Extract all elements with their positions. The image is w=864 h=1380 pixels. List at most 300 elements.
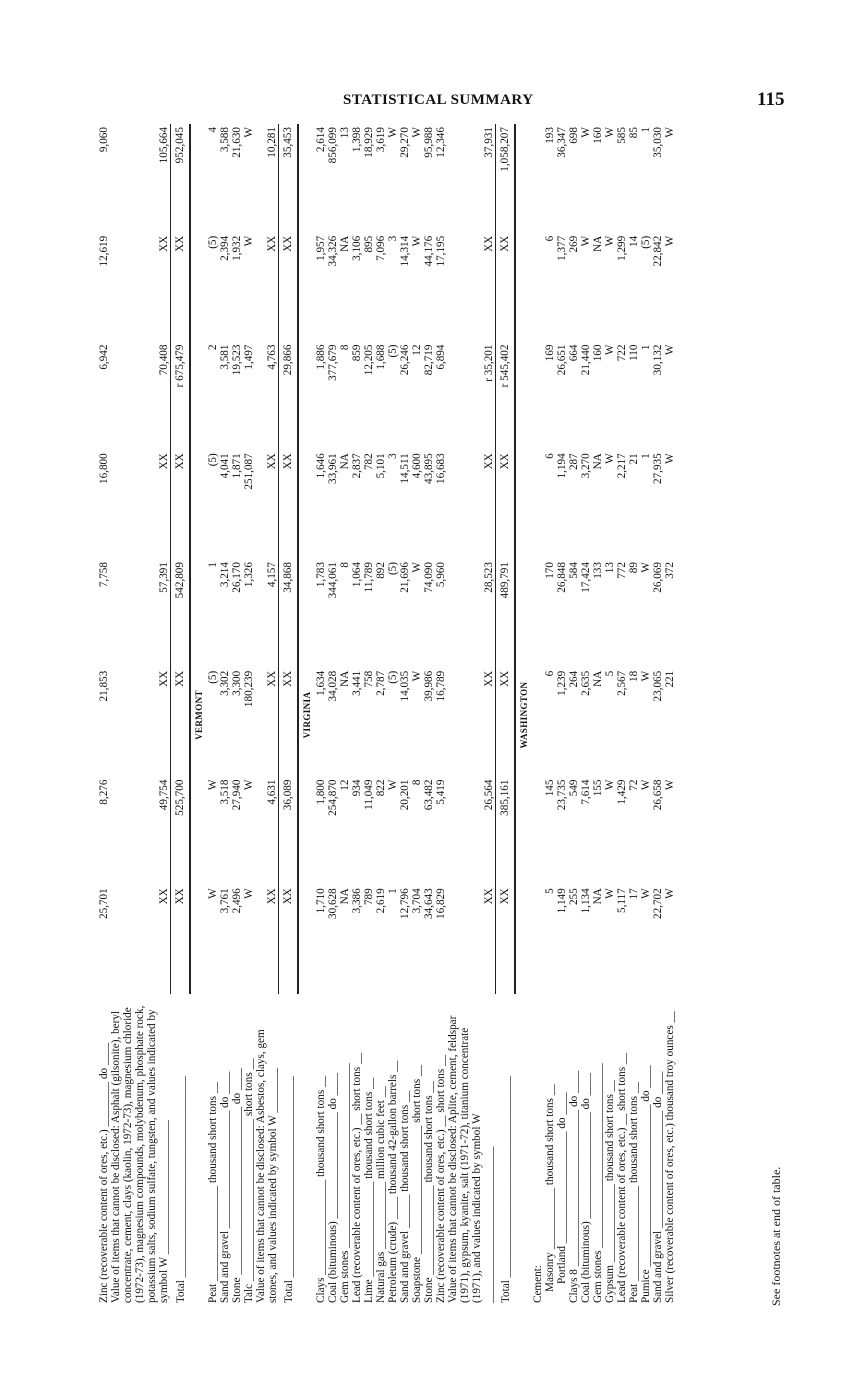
footnote: See footnotes at end of table. [769, 1166, 783, 1306]
cell-value: 489,791 [495, 559, 515, 668]
cell-value: 2,496 [230, 888, 243, 914]
total-row [495, 124, 515, 1306]
cell-value: 20,201 [399, 779, 411, 811]
table-row [375, 124, 387, 1306]
row-label: Lead (recoverable content of ores, etc.) __ short tons __ [351, 1052, 363, 1303]
cell-value: (5) [206, 670, 219, 684]
cell-value: W [411, 127, 423, 138]
cell-value: 3,581 [218, 344, 231, 370]
cell-value: 664 [567, 344, 580, 362]
cell-value: 1,398 [351, 127, 363, 153]
table-row [339, 124, 351, 1306]
cell-value: 16,683 [435, 453, 447, 485]
cell-value: 26,658 [651, 779, 664, 811]
cell-value: 1,058,207 [495, 124, 515, 233]
cell-value: 344,061 [327, 562, 339, 599]
cell-value: 4,157 [266, 562, 278, 588]
cell-value: 110 [627, 344, 640, 361]
cell-value: 193 [543, 127, 556, 144]
cell-value: 25,701 [98, 888, 110, 920]
cell-value [532, 668, 544, 777]
cell-value: W [603, 235, 616, 247]
cell-value: 254,870 [327, 779, 339, 816]
cell-value: XX [482, 888, 495, 905]
cell-value [532, 885, 544, 994]
cell-value: 6 [543, 235, 556, 242]
cell-value [532, 559, 544, 668]
cell-value: 1,429 [615, 779, 628, 805]
cell-value: 3,106 [351, 235, 363, 261]
section-name: WASHINGTON [518, 681, 529, 749]
row-label: Sand and gravel _____________________ do ____ [218, 1071, 231, 1303]
cell-value: XX [279, 668, 299, 777]
row-label: Total ____________________________________ [174, 1076, 187, 1303]
cell-value: 27,940 [230, 779, 243, 811]
cell-value: 63,482 [423, 779, 435, 811]
cell-value: 2,635 [579, 670, 592, 696]
cell-value: 1,783 [315, 562, 327, 588]
cell-value: 43,895 [423, 453, 435, 485]
cell-value: 9,060 [98, 127, 110, 153]
cell-value: W [603, 344, 616, 356]
cell-value: 19,523 [230, 344, 243, 376]
cell-value: 2 [206, 344, 219, 351]
cell-value: W [206, 779, 219, 791]
cell-value: W [603, 453, 616, 464]
table-row [98, 124, 110, 1306]
cell-value: 169 [543, 344, 556, 362]
cell-value: 17,195 [435, 235, 447, 267]
row-label: Sand and gravel _____________________ do ____ [651, 1071, 664, 1303]
cell-value: 1,497 [242, 344, 255, 370]
cell-value: XX [157, 888, 170, 905]
row-label: Gypsum ______________ thousand short tons __ [603, 1080, 616, 1303]
row-label: Cement: [531, 1265, 544, 1303]
cell-value: W [579, 235, 592, 247]
cell-value: W [663, 235, 676, 247]
table-row [628, 124, 640, 1306]
cell-value: 3,386 [351, 888, 363, 914]
cell-value: 170 [543, 562, 556, 579]
cell-value: W [242, 888, 255, 899]
cell-value: 892 [375, 562, 387, 579]
cell-value: 772 [615, 562, 628, 579]
row-label: Pumice _____________________________ do ____ [639, 1065, 652, 1303]
cell-value: (5) [639, 235, 652, 249]
cell-value: 105,664 [157, 127, 170, 164]
cell-value: 95,988 [423, 127, 435, 158]
cell-value: 26,246 [399, 344, 411, 376]
cell-value: 12,796 [399, 888, 411, 920]
cell-value: 1 [639, 127, 652, 133]
cell-value: 221 [663, 670, 676, 688]
cell-value: W [242, 127, 255, 138]
cell-value: 1 [639, 344, 652, 351]
cell-value: XX [157, 670, 170, 687]
cell-value: 1 [387, 888, 399, 894]
cell-value: 11,049 [363, 779, 375, 810]
cell-value: 49,754 [157, 779, 170, 811]
cell-value: 1,064 [351, 562, 363, 588]
cell-value: 5 [603, 670, 616, 677]
cell-value: XX [279, 885, 299, 994]
cell-value: r 675,479 [170, 342, 190, 451]
cell-value: 1,932 [230, 235, 243, 261]
row-label: Coal (bituminous) ___________________ do ____ [327, 1073, 339, 1303]
cell-value: 22,842 [651, 235, 664, 267]
row-label: Stone ______________________________ do ____ [230, 1067, 243, 1303]
cell-value: 6,942 [98, 344, 110, 370]
cell-value: 2,837 [351, 453, 363, 479]
table-row [243, 124, 255, 1306]
section-name: VIRGINIA [302, 691, 312, 739]
cell-value: 21,696 [399, 562, 411, 593]
cell-value: 5,101 [375, 453, 387, 479]
row-label: Value of items that cannot be disclosed: Asbestos, clays, gem stones, and values indicated by symbol W ________ [254, 1029, 279, 1303]
row-label: Total ____________________________________ [283, 1076, 295, 1303]
cell-value: 1,710 [315, 888, 327, 914]
cell-value: 377,679 [327, 344, 339, 381]
cell-value: 85 [627, 127, 640, 139]
cell-value: 584 [567, 562, 580, 579]
table-row [568, 124, 580, 1306]
cell-value: W [639, 888, 652, 899]
cell-value: W [387, 127, 399, 138]
table-row [544, 124, 556, 1306]
running-head [0, 89, 864, 122]
cell-value: W [639, 779, 652, 791]
cell-value: 35,453 [279, 124, 299, 233]
cell-value: W [411, 235, 423, 247]
cell-value: 585 [615, 127, 628, 144]
cell-value: W [206, 888, 219, 899]
table-row [556, 124, 568, 1306]
cell-value: (5) [206, 453, 219, 467]
cell-value: 12,619 [98, 235, 110, 267]
cell-value: 8 [339, 562, 351, 568]
cell-value: W [603, 127, 616, 138]
cell-value: 5 [543, 888, 556, 894]
row-label: Portland ____________________ do ____ [555, 1092, 568, 1284]
cell-value: NA [591, 888, 604, 905]
cell-value: 14,511 [399, 453, 411, 484]
cell-value: W [663, 888, 676, 899]
cell-value: 34,643 [423, 888, 435, 920]
cell-value: 36,089 [279, 777, 299, 886]
cell-value: 2,394 [218, 235, 231, 261]
cell-value: 3 [387, 453, 399, 459]
cell-value: 26,848 [555, 562, 568, 593]
cell-value: 1,634 [315, 670, 327, 696]
table-row [616, 124, 628, 1306]
cell-value: 39,986 [423, 670, 435, 702]
cell-value: 3,704 [411, 888, 423, 914]
cell-value: 1,299 [615, 235, 628, 261]
cell-value: NA [591, 670, 604, 687]
cell-value: 17,424 [579, 562, 592, 593]
table-body [98, 124, 676, 1306]
row-label: Masonry ___________ thousand short tons __ [543, 1084, 556, 1292]
cell-value: 1,871 [230, 453, 243, 479]
table-row [363, 124, 375, 1306]
cell-value: 1,377 [555, 235, 568, 261]
cell-value: NA [339, 670, 351, 687]
row-label: Natural gas ____________ million cubic feet __ [375, 1086, 387, 1303]
table-row [423, 124, 435, 1306]
cell-value: 12 [411, 344, 423, 356]
cell-value: 29,270 [399, 127, 411, 158]
cell-value: 789 [363, 888, 375, 906]
cell-value: XX [266, 888, 278, 905]
cell-value: W [411, 670, 423, 682]
cell-value: 160 [591, 344, 604, 362]
row-label: Gem stones _________________________________ [591, 1063, 604, 1303]
table-row [315, 124, 327, 1306]
cell-value: 16,800 [98, 453, 110, 485]
cell-value: 1 [639, 453, 652, 459]
cell-value: W [579, 127, 592, 138]
cell-value: 180,239 [242, 670, 255, 708]
row-label: Lead (recoverable content of ores, etc.) __ short tons __ [615, 1052, 628, 1303]
row-label: Silver (recoverable content of ores, etc.) thousand troy ounces __ [663, 1011, 676, 1303]
cell-value [532, 342, 544, 451]
cell-value: 1,134 [579, 888, 592, 914]
cell-value [532, 450, 544, 559]
cell-value: 549 [567, 779, 580, 797]
cell-value: 2,787 [375, 670, 387, 696]
table-row [327, 124, 339, 1306]
cell-value: 758 [363, 670, 375, 688]
cell-value: 35,030 [651, 127, 664, 158]
row-label: Sand and gravel ______ thousand short tons __ [399, 1090, 411, 1303]
table-row [110, 124, 170, 1306]
cell-value: 17 [627, 888, 640, 900]
cell-value: 28,523 [482, 562, 495, 593]
cell-value: 3,588 [218, 127, 231, 153]
cell-value: 525,700 [170, 777, 190, 886]
cell-value: 3 [387, 235, 399, 242]
cell-value: 1,239 [555, 670, 568, 696]
cell-value: 782 [363, 453, 375, 471]
cell-value: NA [591, 453, 604, 470]
cell-value: W [242, 779, 255, 791]
cell-value: 13 [339, 127, 351, 139]
cell-value: 14,035 [399, 670, 411, 702]
table-row [640, 124, 652, 1306]
cell-value: 37,931 [482, 127, 495, 158]
cell-value: 5,419 [435, 779, 447, 805]
cell-value: XX [482, 670, 495, 687]
row-label: Zinc (recoverable content of ores, etc.) __ short tons __ [435, 1054, 447, 1303]
table-row [255, 124, 279, 1306]
cell-value: 29,866 [279, 342, 299, 451]
cell-value: 27,935 [651, 453, 664, 485]
cell-value: XX [266, 453, 278, 470]
cell-value: NA [591, 235, 604, 252]
cell-value: 33,961 [327, 453, 339, 485]
cell-value: 1,688 [375, 344, 387, 370]
page-title: STATISTICAL SUMMARY [343, 92, 534, 108]
cell-value: W [663, 453, 676, 464]
cell-value: 251,087 [242, 453, 255, 490]
cell-value: 8 [411, 779, 423, 786]
cell-value: 5,117 [615, 888, 628, 914]
cell-value: XX [495, 668, 515, 777]
cell-value: 3,300 [230, 670, 243, 696]
row-label: Stone ________________ thousand short tons __ [423, 1081, 435, 1303]
cell-value: 2,619 [375, 888, 387, 914]
cell-value: 7,614 [579, 779, 592, 805]
cell-value: 4 [206, 127, 219, 133]
cell-value: XX [266, 670, 278, 687]
cell-value: W [639, 562, 652, 573]
cell-value: 21,630 [230, 127, 243, 158]
cell-value: 23,065 [651, 670, 664, 702]
cell-value [532, 124, 544, 233]
cell-value: 13 [603, 562, 616, 574]
cell-value: 7,758 [98, 562, 110, 588]
cell-value: (5) [387, 344, 399, 358]
cell-value: 4,763 [266, 344, 278, 370]
cell-value: 16,789 [435, 670, 447, 702]
cell-value: W [603, 779, 616, 791]
total-row [170, 124, 190, 1306]
cell-value: 5,960 [435, 562, 447, 588]
cell-value: 21,853 [98, 670, 110, 702]
cell-value: 952,045 [170, 124, 190, 233]
cell-value: 3,518 [218, 779, 231, 805]
cell-value: 7,096 [375, 235, 387, 261]
cell-value: 21 [627, 453, 640, 465]
cell-value: 18 [627, 670, 640, 682]
cell-value: 1,194 [555, 453, 568, 479]
row-label: Gem stones _________________________________ [339, 1063, 351, 1303]
cell-value: 145 [543, 779, 556, 797]
cell-value: 1 [206, 562, 219, 568]
table-row [532, 124, 544, 1306]
cell-value: NA [339, 235, 351, 252]
row-label: Lime _________________ thousand short tons __ [363, 1077, 375, 1303]
cell-value: W [603, 888, 616, 899]
cell-value: 8,276 [98, 779, 110, 805]
table-row [387, 124, 399, 1306]
cell-value: 1,326 [242, 562, 255, 588]
cell-value: 12,205 [363, 344, 375, 376]
cell-value: 2,217 [615, 453, 628, 479]
cell-value [532, 233, 544, 342]
cell-value: 22,702 [651, 888, 664, 920]
cell-value: 4,600 [411, 453, 423, 479]
cell-value: 822 [375, 779, 387, 797]
table-row [652, 124, 664, 1306]
cell-value: 385,161 [495, 777, 515, 886]
cell-value: 856,099 [327, 127, 339, 164]
cell-value: W [639, 670, 652, 682]
cell-value: 859 [351, 344, 363, 362]
statistical-table [98, 124, 676, 1306]
cell-value: 4,041 [218, 453, 231, 479]
cell-value: 895 [363, 235, 375, 253]
cell-value: 1,886 [315, 344, 327, 370]
cell-value: 14 [627, 235, 640, 247]
row-label: Soapstone _______________________ short tons __ [411, 1064, 423, 1303]
cell-value: 26,069 [651, 562, 664, 593]
cell-value: 34,028 [327, 670, 339, 702]
cell-value: 26,651 [555, 344, 568, 376]
section-name: VERMONT [193, 690, 204, 740]
cell-value: 72 [627, 779, 640, 791]
cell-value: 3,270 [579, 453, 592, 479]
cell-value: XX [266, 235, 278, 252]
cell-value: 36,347 [555, 127, 568, 158]
cell-value: 1,957 [315, 235, 327, 261]
row-label: Total ____________________________________ [499, 1076, 512, 1303]
row-label: Clays _________________ thousand short tons __ [315, 1075, 327, 1303]
cell-value: W [663, 779, 676, 791]
cell-value: 3,441 [351, 670, 363, 696]
cell-value: 2,567 [615, 670, 628, 696]
cell-value: XX [170, 885, 190, 994]
cell-value: 155 [591, 779, 604, 797]
cell-value: 287 [567, 453, 580, 471]
cell-value: 30,628 [327, 888, 339, 920]
cell-value: 57,391 [157, 562, 170, 593]
table-row [604, 124, 616, 1306]
table-row [219, 124, 231, 1306]
cell-value: 11,789 [363, 562, 375, 593]
cell-value: 722 [615, 344, 628, 362]
cell-value: 6 [543, 670, 556, 677]
cell-value: 372 [663, 562, 676, 579]
table-row [664, 124, 676, 1306]
cell-value: XX [170, 668, 190, 777]
cell-value: 934 [351, 779, 363, 797]
total-row [279, 124, 299, 1306]
cell-value: 10,281 [266, 127, 278, 158]
row-label: Clays 8 ____________________________ do ____ [567, 1070, 580, 1303]
cell-value: 89 [627, 562, 640, 574]
cell-value: 1,800 [315, 779, 327, 805]
table-row [411, 124, 423, 1306]
cell-value: XX [482, 453, 495, 470]
cell-value: (5) [206, 235, 219, 249]
cell-value: 74,090 [423, 562, 435, 593]
cell-value: XX [170, 450, 190, 559]
cell-value: 3,214 [218, 562, 231, 588]
cell-value: 34,868 [279, 559, 299, 668]
table-row [231, 124, 243, 1306]
cell-value: 26,170 [230, 562, 243, 593]
table-row [435, 124, 447, 1306]
cell-value: 3,619 [375, 127, 387, 153]
cell-value: (5) [387, 562, 399, 576]
row-label: Value of items that cannot be disclosed: Aplite, cement, feldspar (1971), gypsum, kyanite, salt (1971-72), titanium concentrate (1971), and values indicated by symbol W ____________________________ [447, 1015, 495, 1303]
cell-value: W [411, 562, 423, 573]
cell-value: 14,314 [399, 235, 411, 267]
cell-value: W [387, 779, 399, 791]
row-label: Value of items that cannot be disclosed: Asphalt (gilsonite), beryl concentrate, cement, clays (kaolin, 1972-73), magnesium chloride (1972-73), magnesium compounds, molybdenum, phosphate rock, potassium salts, sodium sulfate, tungsten, and values indicated by symbol W ________________________ [110, 1005, 170, 1303]
rotated-table-container [98, 124, 808, 1306]
cell-value: 698 [567, 127, 580, 144]
section-header [190, 124, 207, 1306]
cell-value: XX [170, 233, 190, 342]
cell-value: 2,614 [315, 127, 327, 153]
cell-value: 3,761 [218, 888, 231, 914]
cell-value: XX [495, 885, 515, 994]
cell-value: XX [157, 235, 170, 252]
cell-value: 6,894 [435, 344, 447, 370]
row-label: Zinc (recoverable content of ores, etc.) ________ do ____ [98, 1042, 110, 1303]
